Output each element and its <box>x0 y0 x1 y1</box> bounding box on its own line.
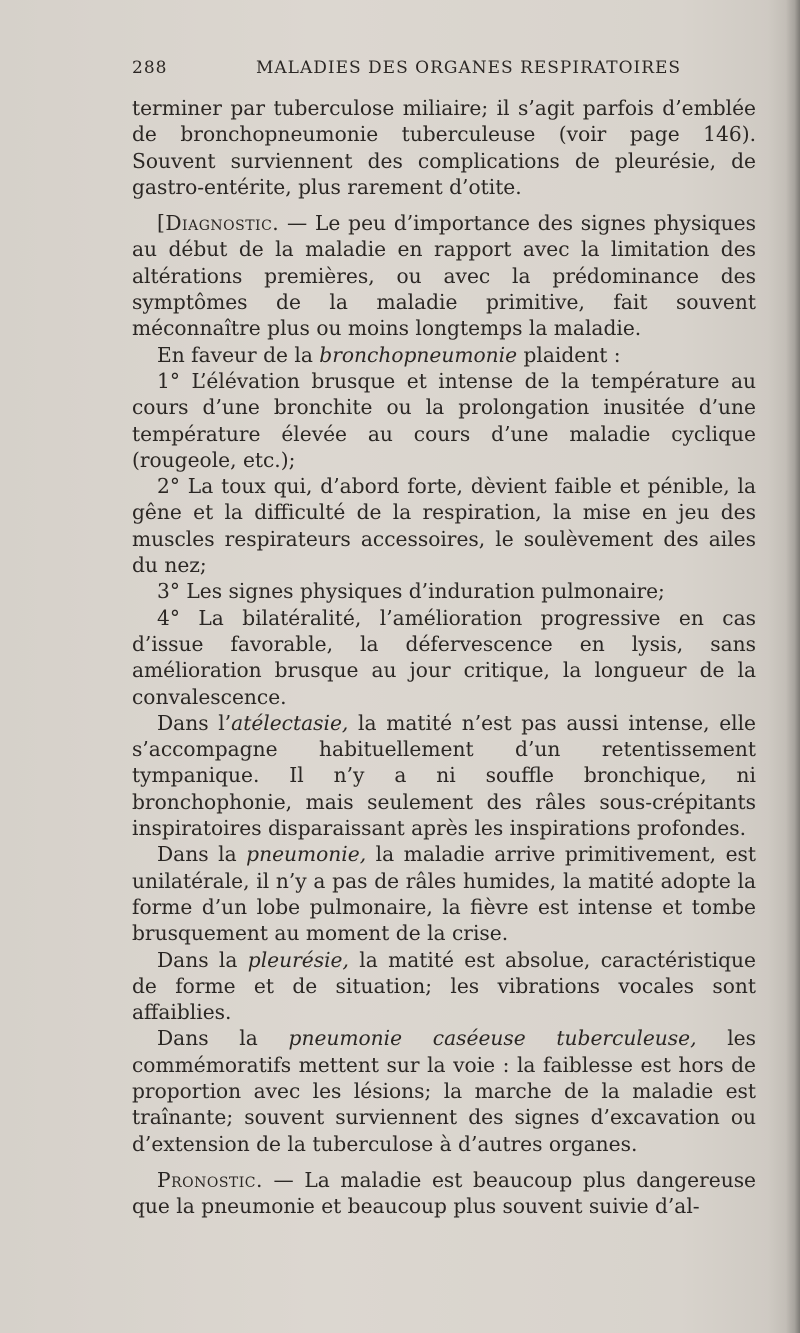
paragraph-intro: terminer par tuberculose miliaire; il s’agit parfois d’emblée de bronchopneumonie tuberculeuse (voir page 146). Souvent surviennent des complications de pleurésie, de gastro-entérite, plus rarement d’otite. <box>132 96 756 199</box>
case-term: pneumonie caséeuse tuberculeuse, <box>288 1026 697 1051</box>
paragraph-pneumonie <box>132 841 756 946</box>
paragraph-atelectasie <box>132 710 756 841</box>
pleu-text-b: la matité est absolue, caractéristique de forme et de situation; les vibrations vocales sont affaiblies. <box>132 947 756 1025</box>
pronostic-heading: Pronostic. <box>157 1167 263 1192</box>
body-text <box>132 95 756 1219</box>
list-item-4: 4° La bilatéralité, l’amélioration progressive en cas d’issue favorable, la défervescence en lysis, sans amélioration brusque au jour critique, la longueur de la convalescence. <box>132 605 756 709</box>
paragraph-faveur <box>132 342 756 368</box>
pronostic-text: — La maladie est beaucoup plus dangereuse que la pneumonie et beaucoup plus souvent suivie d’al- <box>132 1167 756 1219</box>
pneu-text-a: Dans la <box>157 842 247 867</box>
page-header <box>132 58 752 84</box>
page-number: 288 <box>132 58 168 78</box>
faveur-text-a: En faveur de la <box>157 342 320 367</box>
paragraph-caseeuse <box>132 1025 756 1156</box>
atel-text-a: Dans l’ <box>157 710 232 735</box>
pleu-text-a: Dans la <box>157 947 248 972</box>
diagnostic-text: — Le peu d’importance des signes physiques au début de la maladie en rapport avec la limitation des altérations premières, ou avec la prédominance des symptômes de la maladie primitive, fait souvent méconnaître plus ou moins longtemps la maladie. <box>132 211 756 341</box>
paragraph-pleuresie <box>132 947 756 1026</box>
paragraph-diagnostic <box>132 210 756 341</box>
list-item-2: 2° La toux qui, d’abord forte, dèvient faible et pénible, la gêne et la difficulté de la respiration, la mise en jeu des muscles respirateurs accessoires, le soulèvement des ailes du nez; <box>132 474 756 578</box>
atel-term: atélectasie, <box>231 710 349 735</box>
pleu-term: pleurésie, <box>247 947 349 972</box>
case-text-a: Dans la <box>157 1026 289 1051</box>
list-item-1: 1° L’élévation brusque et intense de la température au cours d’une bronchite ou la prolongation inusitée d’une température élevée au cours d’une maladie cyclique (rougeole, etc.); <box>132 368 756 472</box>
diagnostic-heading: [Diagnostic. <box>157 211 280 236</box>
case-text-b: les commémoratifs mettent sur la voie : la faiblesse est hors de proportion avec les lésions; la marche de la maladie est traînante; souvent surviennent des signes d’excavation ou d’extension de la tuberculose à d’autres organes. <box>132 1026 756 1156</box>
running-title: MALADIES DES ORGANES RESPIRATOIRES <box>256 58 682 78</box>
atel-text-b: la matité n’est pas aussi intense, elle s’accompagne habituellement d’un retentissement tympanique. Il n’y a ni souffle bronchique, ni bronchophonie, mais seulement des râles sous-crépitants inspiratoires disparaissant après les inspirations profondes. <box>132 710 757 841</box>
faveur-text-b: plaident : <box>517 342 621 367</box>
pneu-text-b: la maladie arrive primitivement, est unilatérale, il n’y a pas de râles humides, la matité adopte la forme d’un lobe pulmonaire, la fièvre est intense et tombe brusquement au moment de la crise. <box>132 842 756 946</box>
pneu-term: pneumonie, <box>246 842 367 867</box>
paragraph-pronostic <box>132 1167 756 1220</box>
faveur-term: bronchopneumonie <box>319 342 518 367</box>
page-edge-shadow <box>786 0 800 1333</box>
list-item-3: 3° Les signes physiques d’induration pulmonaire; <box>157 579 665 604</box>
